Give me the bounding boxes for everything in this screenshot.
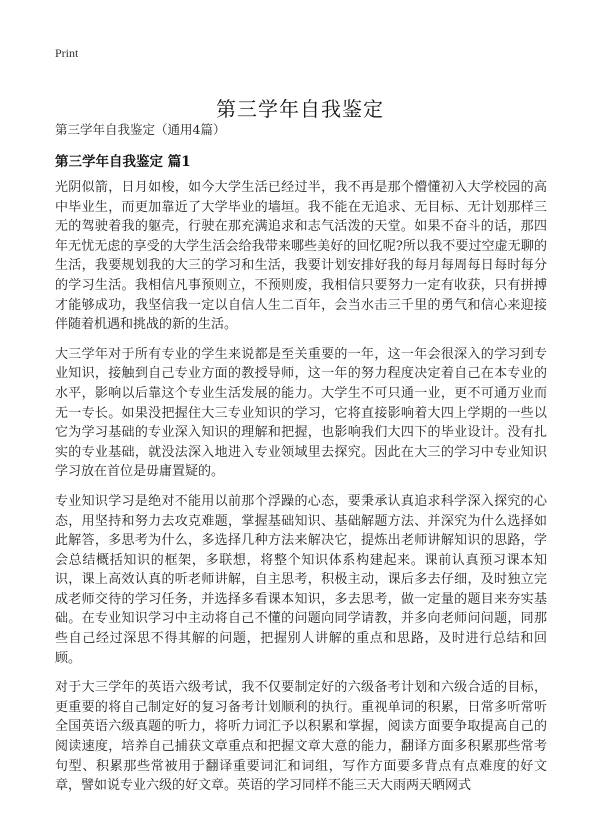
document-subtitle: 第三学年自我鉴定（通用4篇）: [55, 122, 226, 137]
print-label[interactable]: Print: [55, 46, 79, 60]
paragraph: 光阴似箭，日月如梭，如今大学生活已经过半，我不再是那个懵懂初入大学校园的高中毕业生，而更加靠近了大学毕业的墙垣。我不能在无追求、无目标、无计划那样三无的驾驶着我的躯壳，行驶在那充满追求和志气活泼的天堂。如果不奋斗的话，那四年无忧无虑的享受的大学生活会给我带来哪些美好的回忆呢?所以我不要过空虚无聊的生活，我要规划我的大三的学习和生活，我要计划安排好我的每月每周每日每时每分的学习生活。我相信凡事预则立，不预则废，我相信只要努力一定有收获，只有拼搏才能够成功，我坚信我一定以自信人生二百年，会当水击三千里的勇气和信心来迎接伴随着机遇和挑战的新的生活。: [55, 180, 547, 333]
paragraph: 专业知识学习是绝对不能用以前那个浮躁的心态，要秉承认真追求科学深入探究的心态，用坚持和努力去攻克难题，掌握基础知识、基础解题方法、并深究为什么选择如此解答，多思考为什么，多选择几种方法来解决它，提炼出老师讲解知识的思路，学会总结概括知识的框架，多联想，将整个知识体系构建起来。课前认真预习课本知识，课上高效认真的听老师讲解，自主思考，积极主动，课后多去仔细，及时独立完成老师交待的学习任务，并选择多看课本知识，多去思考，做一定量的题目来夯实基础。在专业知识学习中主动将自己不懂的问题向同学请教，并多向老师问问题，同那些自己经过深思不得其解的问题，把握别人讲解的重点和思路，及时进行总结和回顾。: [55, 493, 547, 666]
paragraph: 大三学年对于所有专业的学生来说都是至关重要的一年，这一年会很深入的学习到专业知识，接触到自己专业方面的教授导师，这一年的努力程度决定着自己在本专业的水平，影响以后靠这个专业生活发展的能力。大学生不可只通一业，更不可通万业而无一专长。如果没把握住大三专业知识的学习，它将直接影响着大四上学期的一些以它为学习基础的专业深入知识的理解和把握，也影响我们大四下的毕业设计。没有扎实的专业基础，就没法深入地进入专业领域里去探究。因此在大三的学习中专业知识学习放在首位是毋庸置疑的。: [55, 346, 547, 480]
document-body: [55, 178, 547, 806]
paragraph: 对于大三学年的英语六级考试，我不仅要制定好的六级备考计划和六级合适的目标，更重要的将自己制定好的复习备考计划顺利的执行。重视单词的积累，日常多听常听全国英语六级真题的听力，将听力词汇予以积累和掌握，阅读方面要争取提高自己的阅读速度，培养自己捕获文章重点和把握文章大意的能力，翻译方面多积累那些常考句型、积累那些常被用于翻译重要词汇和词组，写作方面要多背点有点难度的好文章，譬如说专业六级的好文章。英语的学习同样不能三天大雨两天晒网式: [55, 680, 547, 794]
document-title: 第三学年自我鉴定: [216, 97, 384, 122]
section-heading: 第三学年自我鉴定 篇1: [55, 154, 191, 170]
